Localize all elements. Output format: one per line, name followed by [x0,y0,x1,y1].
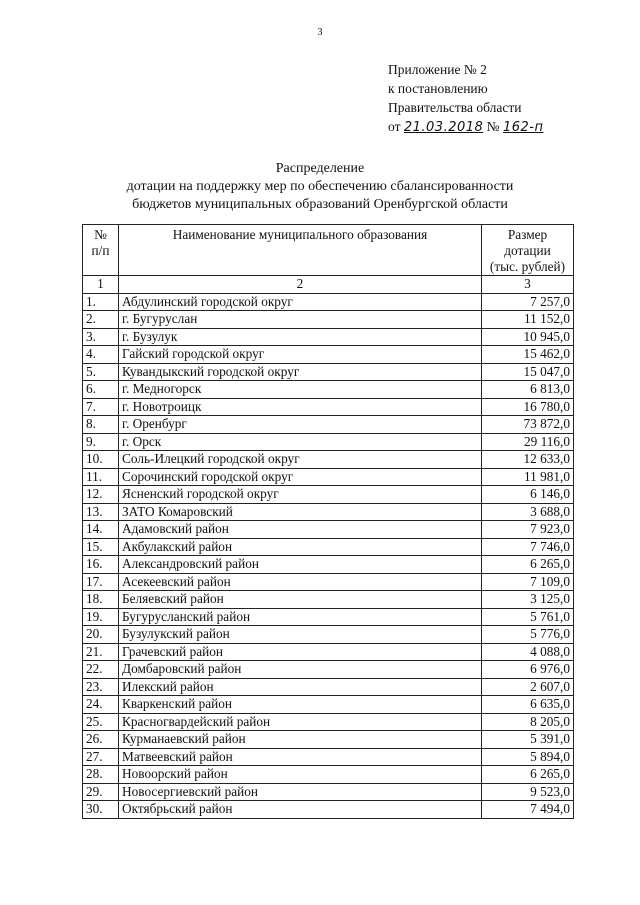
municipality-name: Абдулинский городской округ [119,293,482,311]
subsidy-amount: 11 152,0 [482,311,574,329]
title-line-3: бюджетов муниципальных образований Оренбургской области [132,197,508,212]
row-number: 27. [83,748,119,766]
subsidy-amount: 6 265,0 [482,556,574,574]
table-row [83,626,574,644]
date-prefix: от [388,119,401,134]
subsidy-amount: 12 633,0 [482,451,574,469]
municipality-name: Александровский район [119,556,482,574]
table-row [83,416,574,434]
row-number: 11. [83,468,119,486]
subsidy-amount: 6 813,0 [482,381,574,399]
municipality-name: ЗАТО Комаровский [119,503,482,521]
subsidy-amount: 5 761,0 [482,608,574,626]
header-value [482,225,574,276]
municipality-name: Бугурусланский район [119,608,482,626]
header-number-line1: № [94,227,107,242]
row-number: 6. [83,381,119,399]
row-number: 25. [83,713,119,731]
title-line-1: Распределение [275,161,365,176]
index-cell: 1 [83,276,119,294]
row-number: 17. [83,573,119,591]
subsidy-amount: 3 688,0 [482,503,574,521]
handwritten-date: 21.03.2018 [403,120,484,135]
municipality-name: Курманаевский район [119,731,482,749]
column-index-row [83,276,574,294]
header-number-line2: п/п [91,243,110,258]
subsidy-amount: 6 635,0 [482,696,574,714]
row-number: 26. [83,731,119,749]
subsidy-amount: 7 746,0 [482,538,574,556]
table-row [83,381,574,399]
row-number: 1. [83,293,119,311]
row-number: 30. [83,801,119,819]
municipality-name: Акбулакский район [119,538,482,556]
row-number: 2. [83,311,119,329]
subsidy-amount: 7 923,0 [482,521,574,539]
row-number: 24. [83,696,119,714]
row-number: 22. [83,661,119,679]
row-number: 4. [83,346,119,364]
row-number: 20. [83,626,119,644]
subsidy-amount: 5 894,0 [482,748,574,766]
table-row [83,783,574,801]
subsidy-amount: 3 125,0 [482,591,574,609]
municipality-name: Адамовский район [119,521,482,539]
table-row [83,713,574,731]
handwritten-number: 162-п [502,120,544,135]
appendix-block [388,60,543,137]
municipality-name: Сорочинский городской округ [119,468,482,486]
municipality-name: Матвеевский район [119,748,482,766]
row-number: 13. [83,503,119,521]
subsidy-amount: 10 945,0 [482,328,574,346]
header-value-line1: Размер [507,227,548,242]
municipality-name: Бузулукский район [119,626,482,644]
table-row [83,503,574,521]
subsidy-amount: 15 462,0 [482,346,574,364]
municipality-name: Илекский район [119,678,482,696]
appendix-issuer: Правительства области [388,100,522,115]
municipality-name: г. Медногорск [119,381,482,399]
table-row [83,696,574,714]
municipality-name: Кувандыкский городской округ [119,363,482,381]
table-row [83,328,574,346]
subsidy-amount: 5 391,0 [482,731,574,749]
municipality-name: г. Бугуруслан [119,311,482,329]
row-number: 8. [83,416,119,434]
row-number: 29. [83,783,119,801]
municipality-name: г. Оренбург [119,416,482,434]
municipality-name: Соль-Илецкий городской округ [119,451,482,469]
row-number: 19. [83,608,119,626]
subsidy-amount: 4 088,0 [482,643,574,661]
subsidy-amount: 16 780,0 [482,398,574,416]
header-value-line2: дотации [504,243,551,258]
municipality-name: Октябрьский район [119,801,482,819]
municipality-name: г. Бузулук [119,328,482,346]
subsidy-amount: 7 109,0 [482,573,574,591]
table-row [83,433,574,451]
index-cell: 2 [119,276,482,294]
table-row [83,643,574,661]
distribution-table [82,224,574,819]
row-number: 12. [83,486,119,504]
table-row [83,346,574,364]
row-number: 18. [83,591,119,609]
municipality-name: Новоорский район [119,766,482,784]
municipality-name: Красногвардейский район [119,713,482,731]
municipality-name: Беляевский район [119,591,482,609]
appendix-title: Приложение № 2 [388,62,487,77]
municipality-name: г. Новотроицк [119,398,482,416]
row-number: 28. [83,766,119,784]
header-name: Наименование муниципального образования [119,225,482,276]
row-number: 15. [83,538,119,556]
header-number [83,225,119,276]
table-row [83,398,574,416]
table-row [83,451,574,469]
municipality-name: Гайский городской округ [119,346,482,364]
table-row [83,608,574,626]
subsidy-amount: 9 523,0 [482,783,574,801]
title-line-2: дотации на поддержку мер по обеспечению сбалансированности [126,179,514,194]
table-row [83,678,574,696]
table-row [83,293,574,311]
subsidy-amount: 2 607,0 [482,678,574,696]
subsidy-amount: 7 494,0 [482,801,574,819]
table-row [83,468,574,486]
row-number: 16. [83,556,119,574]
subsidy-amount: 73 872,0 [482,416,574,434]
header-value-line3: (тыс. рублей) [489,259,566,274]
appendix-subtitle: к постановлению [388,81,488,96]
subsidy-amount: 7 257,0 [482,293,574,311]
municipality-name: Ясненский городской округ [119,486,482,504]
subsidy-amount: 5 776,0 [482,626,574,644]
subsidy-amount: 8 205,0 [482,713,574,731]
number-prefix: № [486,119,500,134]
table-row [83,311,574,329]
row-number: 10. [83,451,119,469]
table-row [83,538,574,556]
table-row [83,556,574,574]
table-row [83,748,574,766]
municipality-name: Асекеевский район [119,573,482,591]
table-row [83,661,574,679]
row-number: 3. [83,328,119,346]
appendix-date-line [388,117,543,137]
municipality-name: Грачевский район [119,643,482,661]
table-row [83,731,574,749]
table-header-row [83,225,574,276]
row-number: 23. [83,678,119,696]
subsidy-amount: 6 265,0 [482,766,574,784]
table-row [83,801,574,819]
row-number: 21. [83,643,119,661]
subsidy-amount: 15 047,0 [482,363,574,381]
subsidy-amount: 6 146,0 [482,486,574,504]
subsidy-amount: 6 976,0 [482,661,574,679]
table-row [83,363,574,381]
municipality-name: Новосергиевский район [119,783,482,801]
table-row [83,766,574,784]
page-number: 3 [317,27,323,38]
subsidy-amount: 29 116,0 [482,433,574,451]
municipality-name: г. Орск [119,433,482,451]
row-number: 5. [83,363,119,381]
municipality-name: Кваркенский район [119,696,482,714]
table-row [83,573,574,591]
table-row [83,521,574,539]
row-number: 14. [83,521,119,539]
subsidy-amount: 11 981,0 [482,468,574,486]
row-number: 9. [83,433,119,451]
document-title [0,160,640,214]
table-row [83,486,574,504]
municipality-name: Домбаровский район [119,661,482,679]
table-row [83,591,574,609]
index-cell: 3 [482,276,574,294]
row-number: 7. [83,398,119,416]
